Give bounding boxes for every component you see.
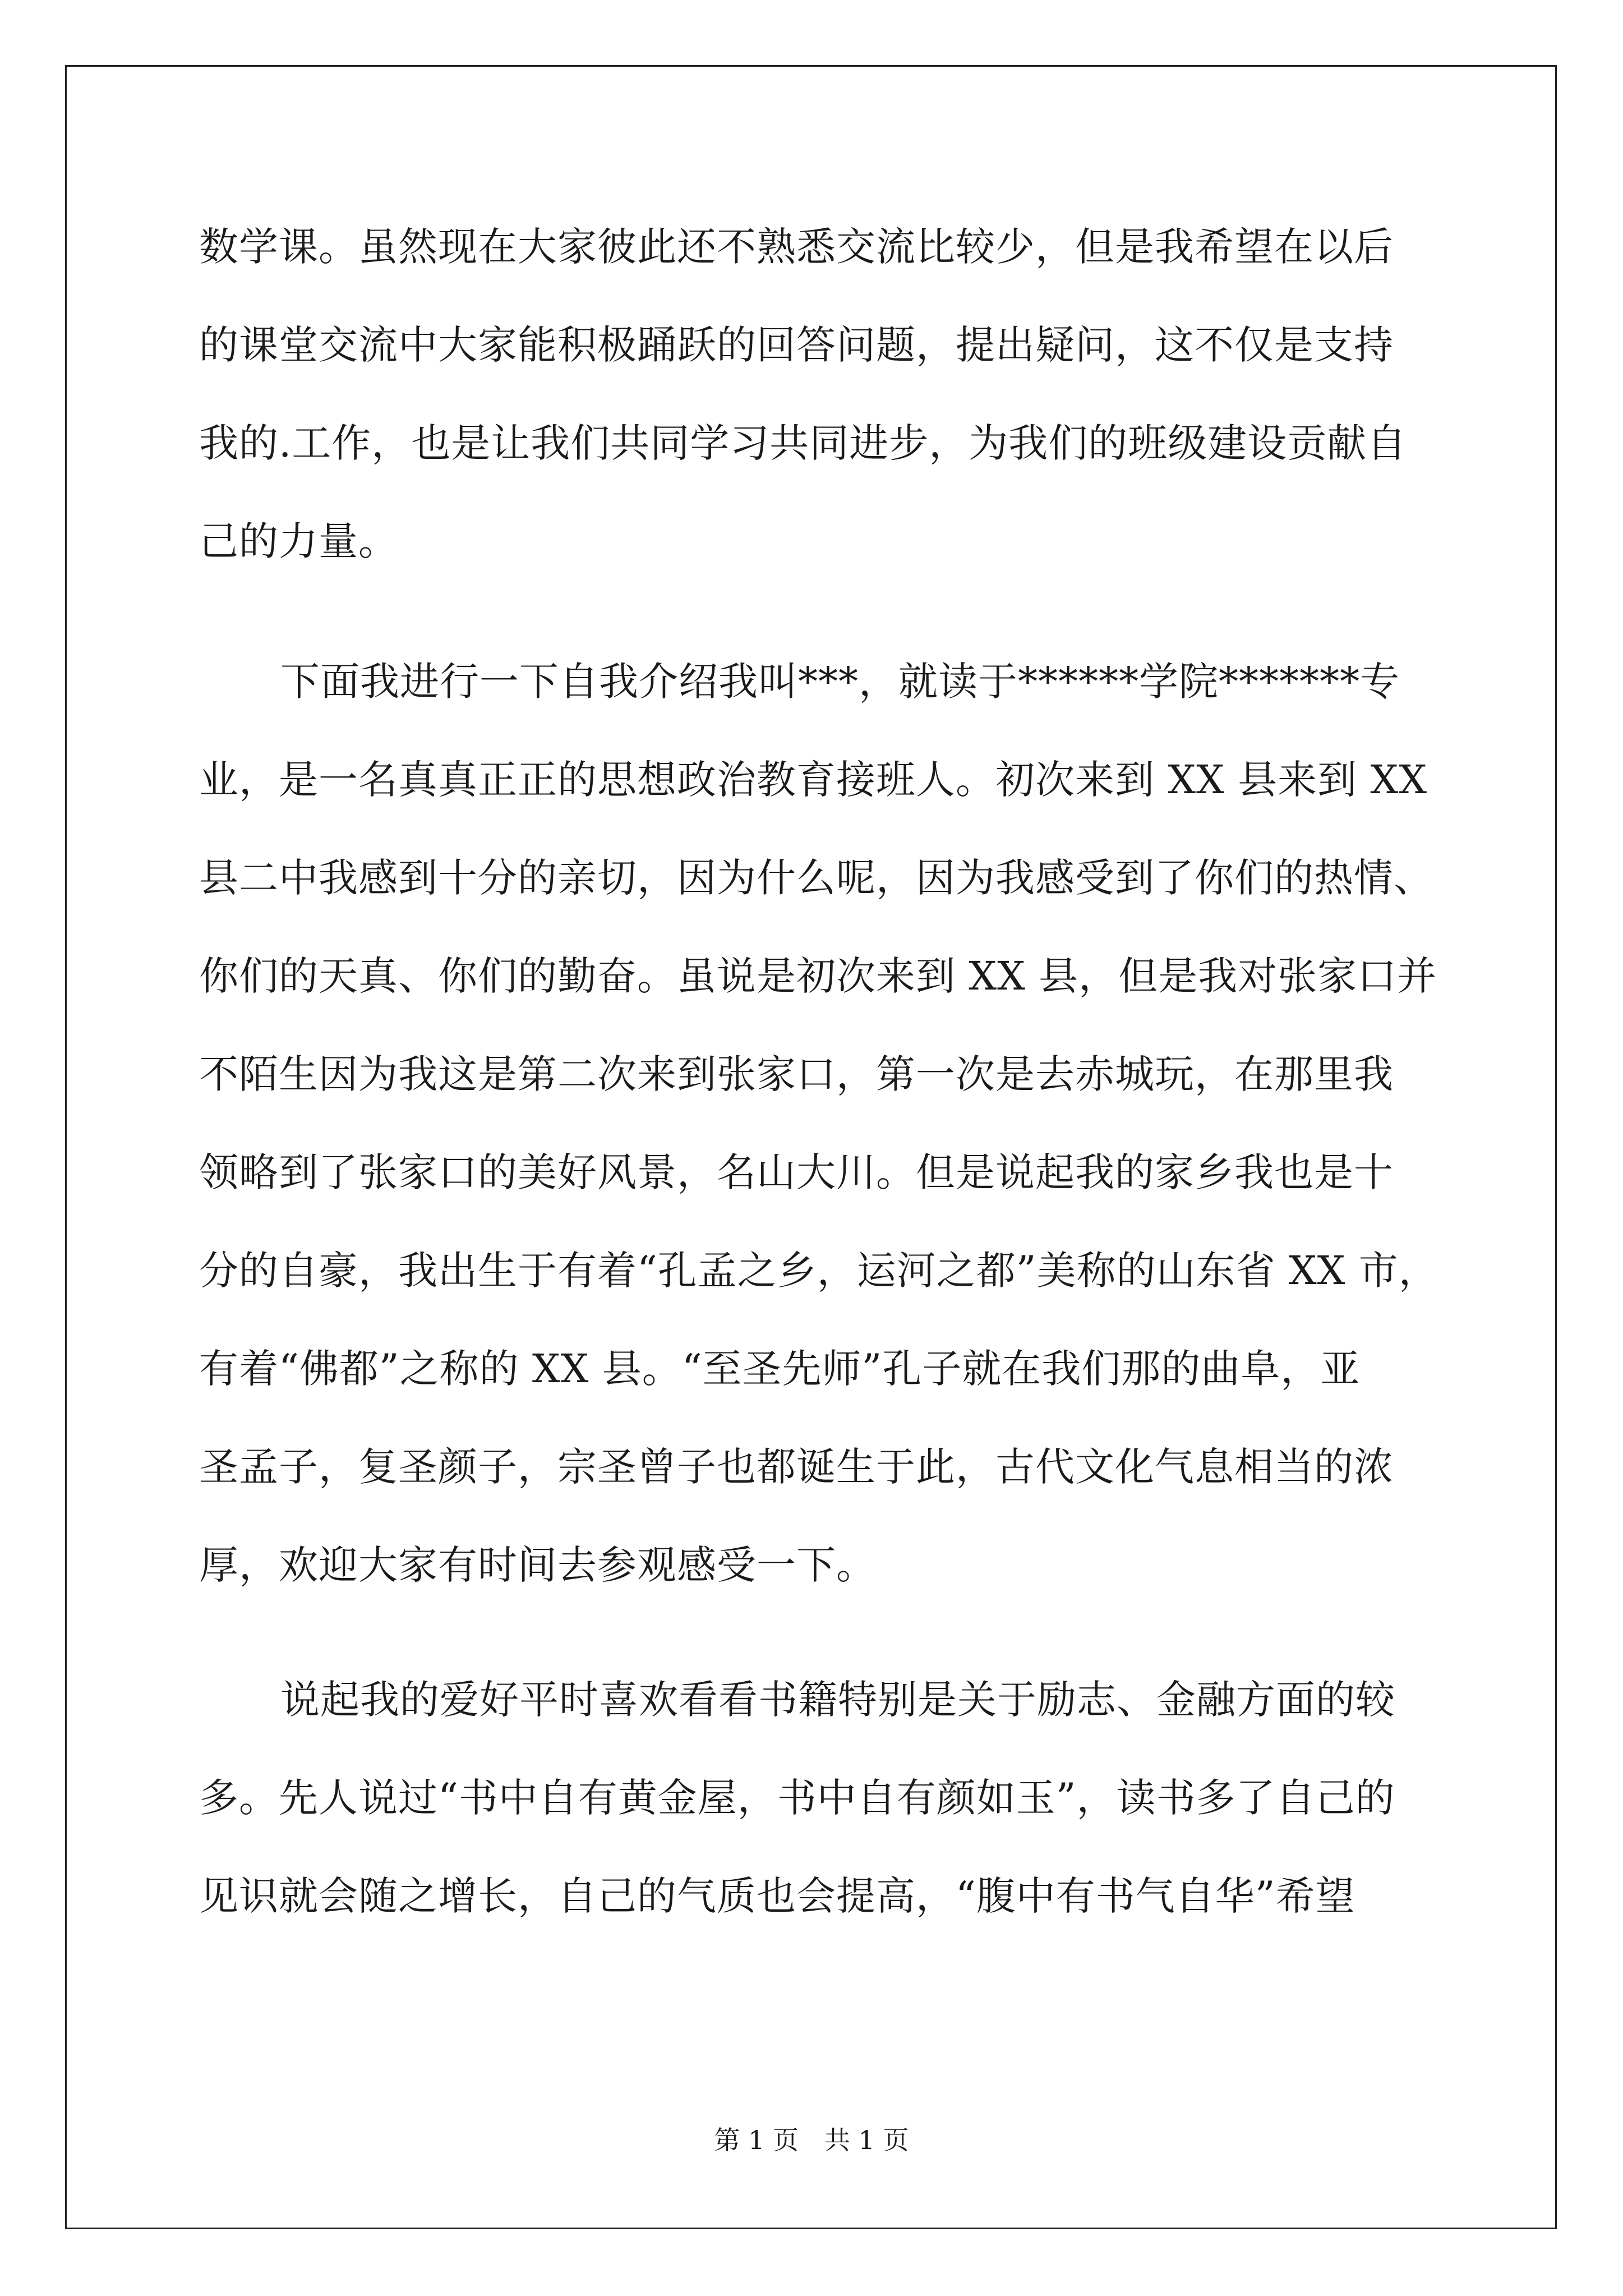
text-line: 数学课。虽然现在大家彼此还不熟悉交流比较少，但是我希望在以后	[199, 224, 1394, 270]
text-line: 见识就会随之增长，自己的气质也会提高，“腹中有书气自华”希望	[199, 1873, 1355, 1919]
text-line: 己的力量。	[199, 518, 398, 564]
text-line: 多。先人说过“书中自有黄金屋，书中自有颜如玉”，读书多了自己的	[199, 1775, 1395, 1821]
text-line: 圣孟子，复圣颜子，宗圣曾子也都诞生于此，古代文化气息相当的浓	[199, 1444, 1394, 1490]
text-line: 你们的天真、你们的勤奋。虽说是初次来到 XX 县，但是我对张家口并	[199, 953, 1437, 999]
text-line: 业，是一名真真正正的思想政治教育接班人。初次来到 XX 县来到 XX	[199, 757, 1428, 803]
text-line: 县二中我感到十分的亲切，因为什么呢，因为我感受到了你们的热情、	[199, 855, 1433, 901]
text-line: 领略到了张家口的美好风景，名山大川。但是说起我的家乡我也是十	[199, 1149, 1394, 1195]
text-line: 厚，欢迎大家有时间去参观感受一下。	[199, 1542, 876, 1588]
text-line: 的课堂交流中大家能积极踊跃的回答问题，提出疑问，这不仅是支持	[199, 322, 1394, 368]
paragraph-first-line: 说起我的爱好平时喜欢看看书籍特别是关于励志、金融方面的较	[280, 1677, 1395, 1723]
paragraph-first-line: 下面我进行一下自我介绍我叫***，就读于******学院*******专	[280, 659, 1400, 705]
text-line: 不陌生因为我这是第二次来到张家口，第一次是去赤城玩，在那里我	[199, 1051, 1394, 1097]
text-line: 我的.工作，也是让我们共同学习共同进步，为我们的班级建设贡献自	[199, 420, 1407, 466]
page-number-footer: 第 1 页 共 1 页	[714, 2125, 909, 2155]
text-line: 有着“佛都”之称的 XX 县。“至圣先师”孔子就在我们那的曲阜，亚	[199, 1346, 1361, 1392]
text-line: 分的自豪，我出生于有着“孔孟之乡，运河之都”美称的山东省 XX 市，	[199, 1248, 1438, 1294]
